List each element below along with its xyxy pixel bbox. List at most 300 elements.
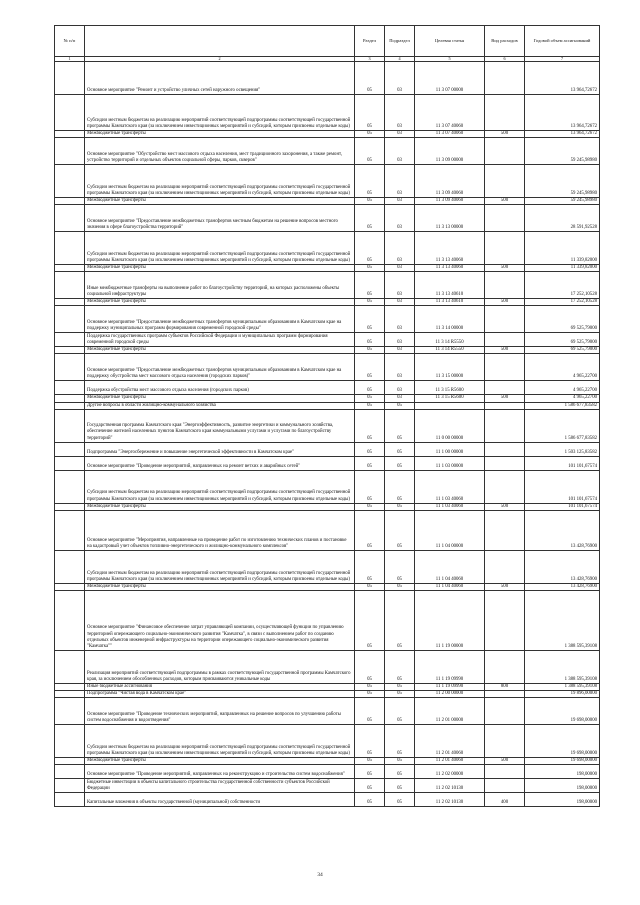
row-sum: 1 388 595,39108 [525, 590, 600, 650]
row-section: 05 [355, 590, 385, 650]
row-num [55, 299, 85, 306]
row-expense-type [485, 510, 525, 550]
row-target-article: 11 3 13 40060 [415, 232, 485, 265]
row-expense-type [485, 725, 525, 758]
row-sum: 198,00000 [525, 765, 600, 779]
header-subsection: Подраздел [385, 26, 415, 57]
row-section: 05 [355, 205, 385, 232]
row-sum: 19 698,00000 [525, 725, 600, 758]
row-num [55, 510, 85, 550]
table-row [55, 62, 600, 95]
row-name: Основное мероприятие "Ремонт и устройство уличных сетей наружного освещения" [85, 62, 355, 95]
row-target-article: 11 3 09 40060 [415, 198, 485, 205]
row-name: Государственная программа Камчатского края "Энергоэффективность, развитие энергетики и коммунального хозяйства, обеспечение жителей населенных пунктов Камчатского края коммунальными услугами и услугами по благоустройству территорий" [85, 409, 355, 442]
row-subsection: 03 [385, 232, 415, 265]
row-section: 05 [355, 409, 385, 442]
row-expense-type [485, 650, 525, 683]
table-row [55, 333, 600, 347]
row-section: 05 [355, 442, 385, 456]
table-row [55, 265, 600, 272]
row-subsection: 03 [385, 381, 415, 395]
col-number: 1 [55, 57, 85, 62]
row-expense-type [485, 306, 525, 333]
row-section: 05 [355, 198, 385, 205]
row-num [55, 650, 85, 683]
table-row [55, 232, 600, 265]
table-row [55, 470, 600, 503]
header-num: № п/п [55, 26, 85, 57]
table-row [55, 95, 600, 131]
row-expense-type [485, 333, 525, 347]
row-num [55, 95, 85, 131]
table-row [55, 381, 600, 395]
row-subsection: 03 [385, 395, 415, 402]
row-sum: 1 586 677,83582 [525, 402, 600, 409]
row-section: 05 [355, 232, 385, 265]
table-row [55, 456, 600, 470]
table-row [55, 550, 600, 583]
row-num [55, 793, 85, 807]
row-expense-type: 500 [485, 299, 525, 306]
row-expense-type [485, 690, 525, 697]
row-section: 05 [355, 138, 385, 165]
row-subsection: 03 [385, 272, 415, 299]
row-section: 05 [355, 650, 385, 683]
row-section: 05 [355, 550, 385, 583]
row-sum: 4 965,22700 [525, 395, 600, 402]
row-target-article: 11 1 03 00000 [415, 456, 485, 470]
row-sum: 11 339,82000 [525, 265, 600, 272]
row-target-article: 11 3 14 R5550 [415, 333, 485, 347]
row-subsection: 05 [385, 510, 415, 550]
row-section: 05 [355, 510, 385, 550]
row-target-article: 11 2 01 40060 [415, 725, 485, 758]
row-target-article: 11 3 07 00000 [415, 62, 485, 95]
col-number: 7 [525, 57, 600, 62]
row-sum: 19 698,00000 [525, 758, 600, 765]
row-subsection: 05 [385, 698, 415, 725]
row-expense-type: 500 [485, 583, 525, 590]
row-expense-type [485, 765, 525, 779]
row-name: Основное мероприятие "Финансовое обеспечение затрат управляющей компании, осуществляющей функции по управлению территорией опережающего социально-экономического развития "Камчатка", в связи с выполнением работ по созданию отдельных объектов инженерной инфраструктуры на территории опережающего социально-экономического развития "Камчатка"" [85, 590, 355, 650]
row-num [55, 698, 85, 725]
table-row [55, 395, 600, 402]
row-target-article: 11 2 02 00000 [415, 765, 485, 779]
row-sum: 13 964,72672 [525, 95, 600, 131]
row-num [55, 131, 85, 138]
row-sum: 4 965,22700 [525, 354, 600, 381]
row-expense-type: 800 [485, 683, 525, 690]
row-num [55, 758, 85, 765]
row-num [55, 205, 85, 232]
row-name: Подпрограмма "Энергосбережение и повышение энергетической эффективности в Камчатском крае" [85, 442, 355, 456]
row-sum: 1 503 125,83582 [525, 442, 600, 456]
row-num [55, 347, 85, 354]
row-sum: 69 525,79000 [525, 306, 600, 333]
row-sum: 198,00000 [525, 779, 600, 793]
row-target-article: 11 1 04 40060 [415, 550, 485, 583]
row-section: 05 [355, 62, 385, 95]
row-sum: 69 525,79000 [525, 347, 600, 354]
row-name: Другие вопросы в области жилищно-коммунального хозяйства [85, 402, 355, 409]
row-section: 05 [355, 470, 385, 503]
row-name: Основное мероприятие "Предоставление межбюджетных трансфертов муниципальным образованиям в Камчатском крае на поддержку обустройства мест массового отдыха населения (городских парков)" [85, 354, 355, 381]
row-subsection: 05 [385, 779, 415, 793]
row-sum: 59 245,98980 [525, 165, 600, 198]
row-expense-type [485, 232, 525, 265]
row-sum: 13 964,72672 [525, 131, 600, 138]
row-num [55, 265, 85, 272]
row-expense-type: 500 [485, 265, 525, 272]
row-num [55, 395, 85, 402]
row-subsection: 03 [385, 333, 415, 347]
row-expense-type [485, 779, 525, 793]
row-name: Поддержка государственных программ субъектов Российской Федерации и муниципальных программ формирования современной городской среды [85, 333, 355, 347]
row-section: 05 [355, 381, 385, 395]
row-expense-type [485, 698, 525, 725]
row-subsection: 03 [385, 138, 415, 165]
table-row [55, 442, 600, 456]
table-row [55, 758, 600, 765]
row-subsection: 05 [385, 683, 415, 690]
row-target-article: 11 3 14 00000 [415, 306, 485, 333]
col-number: 4 [385, 57, 415, 62]
table-row [55, 347, 600, 354]
row-name: Субсидии местным бюджетам на реализацию мероприятий соответствующей подпрограммы соответствующей государственной программы Камчатского края (за исключением инвестиционных мероприятий и субсидий, которым присвоены отдельные коды) [85, 470, 355, 503]
row-subsection: 03 [385, 62, 415, 95]
row-target-article: 11 3 07 40060 [415, 131, 485, 138]
row-target-article: 11 2 00 00000 [415, 690, 485, 697]
row-subsection: 03 [385, 95, 415, 131]
header-expense-type: Вид расходов [485, 26, 525, 57]
col-number: 2 [85, 57, 355, 62]
row-expense-type: 500 [485, 503, 525, 510]
table-row [55, 306, 600, 333]
table-row [55, 503, 600, 510]
row-num [55, 725, 85, 758]
row-num [55, 232, 85, 265]
row-sum: 13 964,72672 [525, 62, 600, 95]
row-subsection: 05 [385, 550, 415, 583]
row-sum: 4 965,22700 [525, 381, 600, 395]
row-section: 05 [355, 690, 385, 697]
row-target-article: 11 3 15 R5600 [415, 381, 485, 395]
row-expense-type [485, 470, 525, 503]
row-num [55, 765, 85, 779]
row-subsection: 03 [385, 165, 415, 198]
row-name: Межбюджетные трансферты [85, 503, 355, 510]
row-name: Субсидии местным бюджетам на реализацию мероприятий соответствующей подпрограммы соответствующей государственной программы Камчатского края (за исключением инвестиционных мероприятий и субсидий, которым присвоены отдельные коды) [85, 725, 355, 758]
row-name: Основное мероприятие "Обустройство мест массового отдыха населения, мест традиционного захоронения, а также ремонт, устройство территорий и отдельных объектов социальной сферы, парков, скверов" [85, 138, 355, 165]
row-num [55, 779, 85, 793]
row-sum: 59 245,98980 [525, 198, 600, 205]
row-num [55, 690, 85, 697]
header-target-article: Целевая статья [415, 26, 485, 57]
row-target-article: 11 3 15 R5600 [415, 395, 485, 402]
row-expense-type [485, 402, 525, 409]
table-row [55, 590, 600, 650]
row-subsection: 03 [385, 265, 415, 272]
row-expense-type: 500 [485, 131, 525, 138]
row-name: Иные межбюджетные трансферты на выполнение работ по благоустройству территорий, на которых расположены объекты социальной инфраструктуры [85, 272, 355, 299]
row-expense-type [485, 165, 525, 198]
row-sum: 1 586 677,83582 [525, 409, 600, 442]
row-section: 05 [355, 583, 385, 590]
row-num [55, 442, 85, 456]
table-row [55, 409, 600, 442]
row-expense-type [485, 272, 525, 299]
row-name: Иные бюджетные ассигнования [85, 683, 355, 690]
row-expense-type [485, 205, 525, 232]
row-expense-type [485, 138, 525, 165]
row-expense-type: 400 [485, 793, 525, 807]
row-num [55, 381, 85, 395]
row-subsection: 03 [385, 205, 415, 232]
row-name: Межбюджетные трансферты [85, 299, 355, 306]
row-target-article: 11 1 04 40060 [415, 583, 485, 590]
row-expense-type [485, 381, 525, 395]
row-target-article: 11 1 03 40060 [415, 503, 485, 510]
row-sum: 19 698,00000 [525, 698, 600, 725]
row-expense-type [485, 590, 525, 650]
row-num [55, 402, 85, 409]
table-row [55, 131, 600, 138]
row-num [55, 198, 85, 205]
row-expense-type [485, 409, 525, 442]
row-num [55, 470, 85, 503]
row-target-article: 11 3 13 40610 [415, 299, 485, 306]
row-name: Субсидии местным бюджетам на реализацию мероприятий соответствующей подпрограммы соответствующей государственной программы Камчатского края (за исключением инвестиционных мероприятий и субсидий, которым присвоены отдельные коды) [85, 95, 355, 131]
row-name: Межбюджетные трансферты [85, 131, 355, 138]
row-num [55, 306, 85, 333]
row-section: 05 [355, 402, 385, 409]
row-name: Межбюджетные трансферты [85, 395, 355, 402]
row-expense-type [485, 550, 525, 583]
table-row [55, 765, 600, 779]
row-section: 05 [355, 779, 385, 793]
table-row [55, 354, 600, 381]
table-row [55, 510, 600, 550]
row-target-article: 11 3 14 R5550 [415, 347, 485, 354]
row-sum: 101 101,67574 [525, 456, 600, 470]
row-target-article: 11 3 13 00000 [415, 205, 485, 232]
row-num [55, 165, 85, 198]
row-subsection: 03 [385, 306, 415, 333]
table-row [55, 690, 600, 697]
row-subsection: 03 [385, 198, 415, 205]
row-section: 05 [355, 306, 385, 333]
table-row [55, 650, 600, 683]
row-section: 05 [355, 395, 385, 402]
row-target-article: 11 3 07 40060 [415, 95, 485, 131]
row-subsection: 05 [385, 758, 415, 765]
row-target-article: 11 2 02 10130 [415, 793, 485, 807]
row-name: Основное мероприятие "Проведение мероприятий, направленных на реконструкцию и строительство систем водоснабжения" [85, 765, 355, 779]
row-sum: 69 525,79000 [525, 333, 600, 347]
row-target-article: 11 0 00 00000 [415, 409, 485, 442]
row-expense-type: 500 [485, 198, 525, 205]
row-num [55, 590, 85, 650]
row-name: Межбюджетные трансферты [85, 347, 355, 354]
row-num [55, 456, 85, 470]
row-expense-type [485, 95, 525, 131]
row-section: 05 [355, 272, 385, 299]
budget-table [54, 25, 600, 807]
row-sum: 17 252,10528 [525, 299, 600, 306]
table-row [55, 138, 600, 165]
row-sum: 1 388 595,39108 [525, 650, 600, 683]
row-section: 05 [355, 131, 385, 138]
row-section: 05 [355, 683, 385, 690]
row-subsection: 05 [385, 409, 415, 442]
table-row [55, 793, 600, 807]
row-section: 05 [355, 698, 385, 725]
row-num [55, 683, 85, 690]
header-name [85, 26, 355, 57]
row-section: 05 [355, 265, 385, 272]
row-section: 05 [355, 765, 385, 779]
row-section: 05 [355, 95, 385, 131]
row-target-article: 11 1 04 00000 [415, 510, 485, 550]
header-section: Раздел [355, 26, 385, 57]
row-subsection: 05 [385, 650, 415, 683]
col-number: 3 [355, 57, 385, 62]
row-sum: 28 591,92528 [525, 205, 600, 232]
row-name: Субсидии местным бюджетам на реализацию мероприятий соответствующей подпрограммы соответствующей государственной программы Камчатского края (за исключением инвестиционных мероприятий и субсидий, которым присвоены отдельные коды) [85, 232, 355, 265]
row-subsection: 05 [385, 470, 415, 503]
row-sum: 101 101,67574 [525, 503, 600, 510]
row-section: 05 [355, 758, 385, 765]
row-sum: 101 101,67574 [525, 470, 600, 503]
row-target-article: 11 2 02 10130 [415, 779, 485, 793]
row-num [55, 409, 85, 442]
row-num [55, 550, 85, 583]
row-expense-type [485, 442, 525, 456]
row-num [55, 272, 85, 299]
row-name: Основное мероприятие "Предоставление межбюджетных трансфертов муниципальным образованиям в Камчатском крае на поддержку муниципальных программ формирования современной городской среды" [85, 306, 355, 333]
row-subsection: 05 [385, 503, 415, 510]
row-sum: 13 428,76900 [525, 510, 600, 550]
table-row [55, 165, 600, 198]
table-row [55, 683, 600, 690]
row-subsection: 05 [385, 690, 415, 697]
row-subsection: 05 [385, 765, 415, 779]
row-num [55, 138, 85, 165]
row-sum: 13 428,76900 [525, 583, 600, 590]
row-subsection: 05 [385, 793, 415, 807]
row-name: Основное мероприятие "Мероприятия, направленные на проведение работ по изготовлению технических планов и постановке на кадастровый учет объектов топливно-энергетического и жилищно-коммунального комплексов" [85, 510, 355, 550]
table-row [55, 725, 600, 758]
row-target-article: 11 2 01 00000 [415, 698, 485, 725]
row-sum: 11 339,82000 [525, 232, 600, 265]
row-subsection: 05 [385, 442, 415, 456]
row-target-article: 11 3 13 40610 [415, 272, 485, 299]
row-target-article: 11 1 19 00000 [415, 590, 485, 650]
row-name: Межбюджетные трансферты [85, 758, 355, 765]
row-name: Межбюджетные трансферты [85, 583, 355, 590]
row-sum: 1 388 595,39108 [525, 683, 600, 690]
row-section: 05 [355, 456, 385, 470]
row-name: Межбюджетные трансферты [85, 265, 355, 272]
row-section: 05 [355, 347, 385, 354]
col-number: 5 [415, 57, 485, 62]
table-row [55, 583, 600, 590]
page-number: 34 [317, 872, 323, 878]
table-row [55, 779, 600, 793]
row-target-article: 11 1 19 09990 [415, 650, 485, 683]
row-section: 05 [355, 503, 385, 510]
table-row [55, 198, 600, 205]
row-num [55, 333, 85, 347]
header-annual-volume: Годовой объем ассигнований [525, 26, 600, 57]
row-name: Подпрограмма "Чистая вода в Камчатском крае" [85, 690, 355, 697]
row-section: 05 [355, 299, 385, 306]
table-row [55, 299, 600, 306]
row-subsection: 05 [385, 583, 415, 590]
row-subsection: 05 [385, 402, 415, 409]
table-row [55, 402, 600, 409]
row-subsection: 03 [385, 299, 415, 306]
table-header-row [55, 26, 600, 57]
row-target-article: 11 2 01 40060 [415, 758, 485, 765]
table-body [55, 62, 600, 807]
row-name: Бюджетные инвестиции в объекты капитального строительства государственной собственности субъектов Российской Федерации [85, 779, 355, 793]
row-subsection: 05 [385, 456, 415, 470]
table-row [55, 272, 600, 299]
row-subsection: 05 [385, 590, 415, 650]
row-section: 05 [355, 333, 385, 347]
row-subsection: 03 [385, 347, 415, 354]
row-target-article: 11 3 15 00000 [415, 354, 485, 381]
row-sum: 19 896,00000 [525, 690, 600, 697]
row-num [55, 583, 85, 590]
row-target-article: 11 1 03 40060 [415, 470, 485, 503]
col-number: 6 [485, 57, 525, 62]
row-name: Основное мероприятие "Проведение технических мероприятий, направленных на решение вопросов по улучшению работы систем водоснабжения и водоотведения" [85, 698, 355, 725]
document-page [54, 25, 599, 807]
row-section: 05 [355, 165, 385, 198]
row-sum: 17 252,10528 [525, 272, 600, 299]
row-subsection: 03 [385, 131, 415, 138]
row-name: Капитальные вложения в объекты государственной (муниципальной) собственности [85, 793, 355, 807]
row-num [55, 503, 85, 510]
row-name: Реализация мероприятий соответствующей подпрограммы в рамках соответствующей государственной программы Камчатского края, за исключением обособленных расходов, которым присваиваются уникальные коды [85, 650, 355, 683]
row-target-article: 11 3 09 40060 [415, 165, 485, 198]
row-subsection: 03 [385, 354, 415, 381]
row-section: 05 [355, 354, 385, 381]
row-target-article: 11 1 00 00000 [415, 442, 485, 456]
row-sum: 13 428,76900 [525, 550, 600, 583]
row-expense-type: 500 [485, 395, 525, 402]
row-expense-type [485, 62, 525, 95]
row-section: 05 [355, 793, 385, 807]
row-section: 05 [355, 725, 385, 758]
row-expense-type [485, 354, 525, 381]
row-name: Субсидии местным бюджетам на реализацию мероприятий соответствующей подпрограммы соответствующей государственной программы Камчатского края (за исключением инвестиционных мероприятий и субсидий, которым присвоены отдельные коды) [85, 165, 355, 198]
row-name: Межбюджетные трансферты [85, 198, 355, 205]
row-target-article [415, 402, 485, 409]
row-expense-type: 500 [485, 347, 525, 354]
row-expense-type: 500 [485, 758, 525, 765]
row-num [55, 62, 85, 95]
row-sum: 59 245,98980 [525, 138, 600, 165]
row-subsection: 05 [385, 725, 415, 758]
row-name: Основное мероприятие "Предоставление межбюджетных трансфертов местным бюджетам на решение вопросов местного значения в сфере благоустройства территорий" [85, 205, 355, 232]
row-target-article: 11 3 13 40060 [415, 265, 485, 272]
row-name: Субсидии местным бюджетам на реализацию мероприятий соответствующей подпрограммы соответствующей государственной программы Камчатского края (за исключением инвестиционных мероприятий и субсидий, которым присвоены отдельные коды) [85, 550, 355, 583]
row-num [55, 354, 85, 381]
table-row [55, 698, 600, 725]
